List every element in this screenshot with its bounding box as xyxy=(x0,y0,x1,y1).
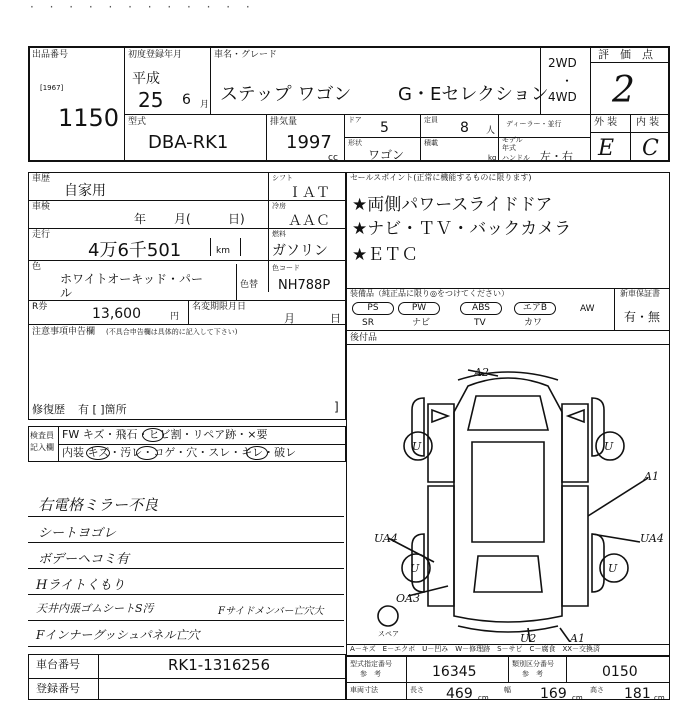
shaken-day: 日) xyxy=(228,212,245,226)
inspector-label-2: 記入欄 xyxy=(30,443,54,452)
reg-label: 登録番号 xyxy=(36,682,80,695)
legend: A－キズ E－エクボ U－凹み W－修理跡 S－サビ C－腐食 XX－交換済 xyxy=(350,645,601,653)
capacity-label: 定員 xyxy=(424,116,438,124)
recycle-label: R券 xyxy=(32,302,48,312)
sales-item-1: ★両側パワースライドドア xyxy=(352,195,553,215)
equip-abs: ABS xyxy=(460,302,502,315)
color-code: NH788P xyxy=(278,278,331,293)
spare-label: スペア xyxy=(378,630,399,638)
height-value: 181 xyxy=(624,686,651,702)
recycle-value: 13,600 xyxy=(92,306,141,322)
shift-value: ＩＡＴ xyxy=(288,185,330,201)
note-3: ボデーヘコミ有 xyxy=(38,552,130,567)
mark-u-right-rear: U xyxy=(608,562,618,575)
doors-label: ドア xyxy=(348,116,362,124)
notes-label: 注意事項申告欄 xyxy=(32,327,96,337)
meigi-month: 月 xyxy=(284,312,295,325)
body-shape-label: 形状 xyxy=(348,139,362,147)
lot-sub: [1967] xyxy=(40,84,64,92)
length-value: 469 xyxy=(446,686,473,702)
capacity-unit: 人 xyxy=(486,126,496,136)
width-label: 幅 xyxy=(504,686,511,694)
repair-bracket: ] xyxy=(334,400,339,414)
sales-item-3: ★ＥＴＣ xyxy=(352,245,419,265)
fuel-label: 燃料 xyxy=(272,230,286,238)
mark-a1: A1 xyxy=(644,470,659,483)
model-value: DBA-RK1 xyxy=(148,132,229,153)
length-unit: cm xyxy=(478,694,489,702)
type-value: 16345 xyxy=(432,664,477,680)
mark-a1-bottom: A1 xyxy=(570,632,585,642)
meigi-label: 名変期限月日 xyxy=(192,302,247,312)
post-install-label: 後付品 xyxy=(350,333,378,343)
meigi-day: 日 xyxy=(330,312,341,325)
handle-value: 左・右 xyxy=(540,150,573,163)
header-fragment: · · · · · · · · · · · · xyxy=(30,0,256,14)
note-1: 右電格ミラー不良 xyxy=(38,496,159,514)
mark-u-left-rear: U xyxy=(410,562,420,575)
model-label: 型式 xyxy=(128,117,147,127)
first-reg-label: 初度登録年月 xyxy=(128,50,183,60)
lot-number: 1150 xyxy=(58,104,120,132)
equip-sr: SR xyxy=(362,318,374,328)
class-value: 0150 xyxy=(602,664,638,680)
mileage-value: 4万6千501 xyxy=(88,240,182,261)
capacity-value: 8 xyxy=(460,120,469,136)
exterior-score: E xyxy=(598,136,615,161)
note-4: Hライトくもり xyxy=(36,578,125,593)
model-year-label2: 年式 xyxy=(502,144,516,152)
color-value-1: ホワイトオーキッド・パー xyxy=(60,272,204,286)
interior-score: C xyxy=(642,136,659,161)
inspector-line-1: FW キズ・飛石・ヒビ割・リペア跡・×要 xyxy=(62,428,268,441)
width-value: 169 xyxy=(540,686,567,702)
type-label: 型式指定番号 xyxy=(350,660,392,668)
repair-value: 有 [ ]箇所 xyxy=(78,403,127,416)
mark-ua4-right: UA4 xyxy=(640,532,664,545)
mileage-unit: km xyxy=(216,246,230,256)
first-reg-era: 平成 xyxy=(132,71,160,87)
load-label: 積載 xyxy=(424,139,438,147)
score-label: 評 価 点 xyxy=(598,48,653,61)
handle-label: ハンドル xyxy=(502,154,530,162)
color-value-2: ル xyxy=(60,286,73,300)
drive-4wd: 4WD xyxy=(548,90,577,104)
chassis-value: RK1-1316256 xyxy=(168,656,271,674)
dimensions-label: 車両寸法 xyxy=(350,686,378,694)
note-7: Fサイドメンバー亡穴大 xyxy=(218,606,324,617)
shaken-label: 車検 xyxy=(32,202,51,212)
shaken-month: 月( xyxy=(174,212,191,226)
drive-dot: ・ xyxy=(561,74,574,88)
height-label: 高さ xyxy=(590,686,604,694)
color-change-label: 色替 xyxy=(240,280,259,290)
first-reg-month-unit: 月 xyxy=(200,100,210,110)
width-unit: cm xyxy=(572,694,583,702)
equip-aw: AW xyxy=(580,304,595,314)
car-name: ステップ ワゴン xyxy=(220,84,352,105)
class-label: 類別区分番号 xyxy=(512,660,554,668)
repair-label: 修復歴 xyxy=(32,403,65,416)
note-6: Fインナーグッシュパネル亡穴 xyxy=(36,628,200,642)
note-2: シートヨゴレ xyxy=(38,526,117,541)
color-code-label: 色コード xyxy=(272,264,300,272)
car-grade: G・Eセレクション xyxy=(398,84,549,105)
equip-leather: カワ xyxy=(524,318,543,328)
displacement-value: 1997 xyxy=(286,132,332,153)
drive-2wd: 2WD xyxy=(548,56,577,70)
mark-u1-left: U xyxy=(412,440,422,453)
equip-ps: PS xyxy=(352,302,394,315)
new-warranty-value: 有・無 xyxy=(624,310,661,324)
equip-airbag: エアB xyxy=(514,302,556,315)
shift-label: シフト xyxy=(272,174,293,182)
mileage-label: 走行 xyxy=(32,230,51,240)
mark-ua4-left: UA4 xyxy=(374,532,398,545)
type-ref: 参 考 xyxy=(360,670,381,678)
mark-u1-right: U xyxy=(604,440,614,453)
vehicle-type-label: 車歴 xyxy=(32,174,51,184)
shaken-year: 年 xyxy=(134,212,147,226)
sales-item-2: ★ナビ・ＴＶ・バックカメラ xyxy=(352,219,572,239)
doors-value: 5 xyxy=(380,120,389,136)
mark-u2: U2 xyxy=(520,632,537,642)
score-value: 2 xyxy=(612,70,635,111)
height-unit: cm xyxy=(654,694,665,702)
new-warranty-label: 新車保証書 xyxy=(620,289,660,298)
displacement-unit: cc xyxy=(328,153,338,163)
ac-value: ＡＡＣ xyxy=(288,213,330,229)
equip-tv: TV xyxy=(474,318,486,328)
equip-pw: PW xyxy=(398,302,440,315)
car-damage-diagram xyxy=(348,346,668,642)
first-reg-year: 25 xyxy=(138,88,164,112)
interior-label: 内 装 xyxy=(636,117,660,128)
exterior-label: 外 装 xyxy=(594,117,618,128)
dealer-label: ディーラー・並行 xyxy=(506,120,562,128)
inspector-line-2: 内装 キズ・汚レ・コゲ・穴・スレ・キレ・破レ xyxy=(62,446,297,459)
inspector-label-1: 検査員 xyxy=(30,431,54,440)
class-ref: 参 考 xyxy=(522,670,543,678)
equip-navi: ナビ xyxy=(412,318,431,328)
first-reg-month: 6 xyxy=(182,92,191,108)
notes-sub: (不具合申告欄は具体的に記入して下さい) xyxy=(106,328,238,336)
chassis-label: 車台番号 xyxy=(36,658,80,671)
body-shape-value: ワゴン xyxy=(368,148,405,162)
model-year-label: モデル xyxy=(502,136,523,144)
mark-a2: A2 xyxy=(474,366,489,379)
displacement-label: 排気量 xyxy=(270,117,298,127)
fuel-value: ガソリン xyxy=(272,243,328,259)
lot-label: 出品番号 xyxy=(32,50,69,60)
recycle-unit: 円 xyxy=(170,312,180,322)
note-5: 天井内張ゴムシートS汚 xyxy=(36,602,154,615)
length-label: 長さ xyxy=(410,686,424,694)
equipment-label: 装備品（純正品に限り◎をつけてください） xyxy=(350,289,509,298)
mark-oa3: OA3 xyxy=(396,592,420,605)
load-unit: kg xyxy=(488,154,497,162)
car-name-label: 車名・グレード xyxy=(214,50,278,60)
vehicle-type-value: 自家用 xyxy=(64,183,106,199)
sales-label: セールスポイント(正常に機能するものに限ります) xyxy=(350,173,532,182)
ac-label: 冷房 xyxy=(272,202,286,210)
color-label: 色 xyxy=(32,262,42,272)
